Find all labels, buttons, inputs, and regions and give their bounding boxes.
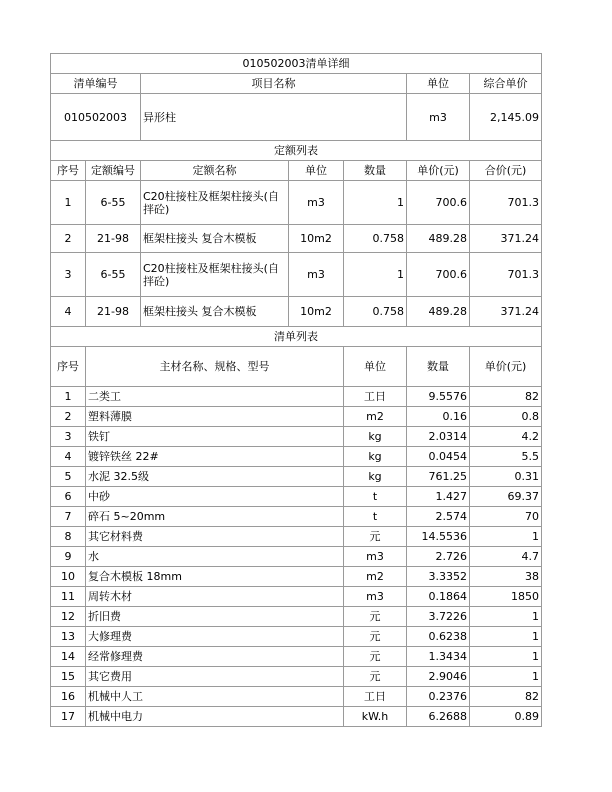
material-row xyxy=(51,547,542,567)
material-unit: m2 xyxy=(344,407,407,427)
quota-index: 3 xyxy=(51,253,86,297)
material-unit-price: 0.8 xyxy=(470,407,542,427)
material-unit-price: 0.89 xyxy=(470,707,542,727)
quota-header-row xyxy=(51,161,542,181)
material-name: 折旧费 xyxy=(86,607,344,627)
material-qty: 3.7226 xyxy=(407,607,470,627)
material-unit-price: 1850 xyxy=(470,587,542,607)
material-unit-price: 1 xyxy=(470,667,542,687)
material-unit-price: 82 xyxy=(470,687,542,707)
material-row xyxy=(51,627,542,647)
item-unit: m3 xyxy=(407,94,470,141)
material-unit-price: 4.2 xyxy=(470,427,542,447)
material-name: 机械中人工 xyxy=(86,687,344,707)
bill-detail-table xyxy=(50,53,542,727)
material-qty: 0.0454 xyxy=(407,447,470,467)
material-row xyxy=(51,647,542,667)
quota-unit-price: 700.6 xyxy=(407,253,470,297)
material-qty: 2.574 xyxy=(407,507,470,527)
material-unit: m3 xyxy=(344,587,407,607)
material-name: 其它材料费 xyxy=(86,527,344,547)
material-unit: m2 xyxy=(344,567,407,587)
material-row xyxy=(51,507,542,527)
quota-unit: m3 xyxy=(289,181,344,225)
material-row xyxy=(51,607,542,627)
quota-code: 6-55 xyxy=(86,181,141,225)
material-qty: 0.6238 xyxy=(407,627,470,647)
material-qty: 3.3352 xyxy=(407,567,470,587)
material-index: 10 xyxy=(51,567,86,587)
material-index: 7 xyxy=(51,507,86,527)
material-unit: t xyxy=(344,507,407,527)
material-unit-price: 5.5 xyxy=(470,447,542,467)
table-title: 010502003清单详细 xyxy=(51,54,542,74)
material-unit-price: 1 xyxy=(470,627,542,647)
item-name: 异形柱 xyxy=(141,94,407,141)
material-unit: 元 xyxy=(344,667,407,687)
material-name: 中砂 xyxy=(86,487,344,507)
quota-header-cell: 定额编号 xyxy=(86,161,141,181)
material-unit: 元 xyxy=(344,647,407,667)
material-unit: m3 xyxy=(344,547,407,567)
header-code: 清单编号 xyxy=(51,74,141,94)
material-qty: 2.726 xyxy=(407,547,470,567)
material-index: 6 xyxy=(51,487,86,507)
material-unit-price: 38 xyxy=(470,567,542,587)
quota-total: 371.24 xyxy=(470,297,542,327)
material-qty: 0.1864 xyxy=(407,587,470,607)
header-unit: 单位 xyxy=(407,74,470,94)
material-unit-price: 70 xyxy=(470,507,542,527)
material-row xyxy=(51,387,542,407)
quota-unit-price: 489.28 xyxy=(407,297,470,327)
material-index: 8 xyxy=(51,527,86,547)
material-unit-price: 4.7 xyxy=(470,547,542,567)
material-name: 水 xyxy=(86,547,344,567)
materials-header-cell: 单位 xyxy=(344,347,407,387)
material-index: 4 xyxy=(51,447,86,467)
material-index: 11 xyxy=(51,587,86,607)
material-unit: kW.h xyxy=(344,707,407,727)
quota-qty: 1 xyxy=(344,181,407,225)
materials-rows xyxy=(51,387,542,727)
material-unit: kg xyxy=(344,427,407,447)
quota-name: C20柱接柱及框架柱接头(自拌砼) xyxy=(141,253,289,297)
material-row xyxy=(51,427,542,447)
quota-row xyxy=(51,225,542,253)
material-name: 铁钉 xyxy=(86,427,344,447)
header-name: 项目名称 xyxy=(141,74,407,94)
materials-header-cell: 数量 xyxy=(407,347,470,387)
material-name: 水泥 32.5级 xyxy=(86,467,344,487)
material-qty: 6.2688 xyxy=(407,707,470,727)
material-name: 大修理费 xyxy=(86,627,344,647)
quota-row xyxy=(51,253,542,297)
quota-header-cell: 序号 xyxy=(51,161,86,181)
material-index: 16 xyxy=(51,687,86,707)
quota-header-cell: 数量 xyxy=(344,161,407,181)
materials-header-row xyxy=(51,347,542,387)
material-unit-price: 82 xyxy=(470,387,542,407)
material-index: 17 xyxy=(51,707,86,727)
material-index: 9 xyxy=(51,547,86,567)
materials-header-cell: 序号 xyxy=(51,347,86,387)
quota-row xyxy=(51,297,542,327)
material-unit-price: 1 xyxy=(470,647,542,667)
quota-code: 21-98 xyxy=(86,225,141,253)
quota-index: 1 xyxy=(51,181,86,225)
material-unit: 元 xyxy=(344,527,407,547)
material-name: 碎石 5~20mm xyxy=(86,507,344,527)
material-row xyxy=(51,527,542,547)
material-qty: 14.5536 xyxy=(407,527,470,547)
material-index: 12 xyxy=(51,607,86,627)
quota-unit: 10m2 xyxy=(289,225,344,253)
material-row xyxy=(51,487,542,507)
quota-unit-price: 700.6 xyxy=(407,181,470,225)
item-price: 2,145.09 xyxy=(470,94,542,141)
material-index: 2 xyxy=(51,407,86,427)
material-name: 复合木模板 18mm xyxy=(86,567,344,587)
material-row xyxy=(51,567,542,587)
quota-index: 4 xyxy=(51,297,86,327)
material-index: 3 xyxy=(51,427,86,447)
quota-row xyxy=(51,181,542,225)
quota-unit: 10m2 xyxy=(289,297,344,327)
quota-qty: 0.758 xyxy=(344,297,407,327)
material-unit: 工日 xyxy=(344,687,407,707)
material-unit: 元 xyxy=(344,607,407,627)
quota-index: 2 xyxy=(51,225,86,253)
material-name: 塑料薄膜 xyxy=(86,407,344,427)
material-row xyxy=(51,707,542,727)
materials-header-cell: 单价(元) xyxy=(470,347,542,387)
material-name: 经常修理费 xyxy=(86,647,344,667)
quota-total: 701.3 xyxy=(470,253,542,297)
materials-header-cell: 主材名称、规格、型号 xyxy=(86,347,344,387)
material-index: 14 xyxy=(51,647,86,667)
material-qty: 2.9046 xyxy=(407,667,470,687)
material-name: 机械中电力 xyxy=(86,707,344,727)
quota-header-cell: 定额名称 xyxy=(141,161,289,181)
material-qty: 0.16 xyxy=(407,407,470,427)
material-qty: 1.427 xyxy=(407,487,470,507)
header-price: 综合单价 xyxy=(470,74,542,94)
quota-name: 框架柱接头 复合木模板 xyxy=(141,297,289,327)
quota-total: 371.24 xyxy=(470,225,542,253)
quota-qty: 0.758 xyxy=(344,225,407,253)
quota-code: 6-55 xyxy=(86,253,141,297)
item-code: 010502003 xyxy=(51,94,141,141)
material-qty: 9.5576 xyxy=(407,387,470,407)
material-row xyxy=(51,447,542,467)
material-row xyxy=(51,687,542,707)
material-index: 13 xyxy=(51,627,86,647)
quota-unit: m3 xyxy=(289,253,344,297)
material-qty: 1.3434 xyxy=(407,647,470,667)
quota-qty: 1 xyxy=(344,253,407,297)
material-qty: 0.2376 xyxy=(407,687,470,707)
material-unit: t xyxy=(344,487,407,507)
material-name: 周转木材 xyxy=(86,587,344,607)
material-name: 其它费用 xyxy=(86,667,344,687)
material-unit: 元 xyxy=(344,627,407,647)
material-row xyxy=(51,467,542,487)
quota-name: C20柱接柱及框架柱接头(自拌砼) xyxy=(141,181,289,225)
material-unit: kg xyxy=(344,467,407,487)
materials-section-title: 清单列表 xyxy=(51,327,542,347)
quota-code: 21-98 xyxy=(86,297,141,327)
quota-total: 701.3 xyxy=(470,181,542,225)
material-name: 二类工 xyxy=(86,387,344,407)
material-index: 15 xyxy=(51,667,86,687)
material-qty: 2.0314 xyxy=(407,427,470,447)
material-row xyxy=(51,667,542,687)
quota-header-cell: 单价(元) xyxy=(407,161,470,181)
quota-unit-price: 489.28 xyxy=(407,225,470,253)
quota-section-title: 定额列表 xyxy=(51,141,542,161)
material-unit-price: 69.37 xyxy=(470,487,542,507)
material-unit-price: 0.31 xyxy=(470,467,542,487)
material-row xyxy=(51,587,542,607)
material-unit-price: 1 xyxy=(470,607,542,627)
material-qty: 761.25 xyxy=(407,467,470,487)
material-unit: 工日 xyxy=(344,387,407,407)
material-row xyxy=(51,407,542,427)
material-unit-price: 1 xyxy=(470,527,542,547)
quota-header-cell: 合价(元) xyxy=(470,161,542,181)
quota-header-cell: 单位 xyxy=(289,161,344,181)
quota-name: 框架柱接头 复合木模板 xyxy=(141,225,289,253)
material-index: 5 xyxy=(51,467,86,487)
material-index: 1 xyxy=(51,387,86,407)
material-unit: kg xyxy=(344,447,407,467)
material-name: 镀锌铁丝 22# xyxy=(86,447,344,467)
